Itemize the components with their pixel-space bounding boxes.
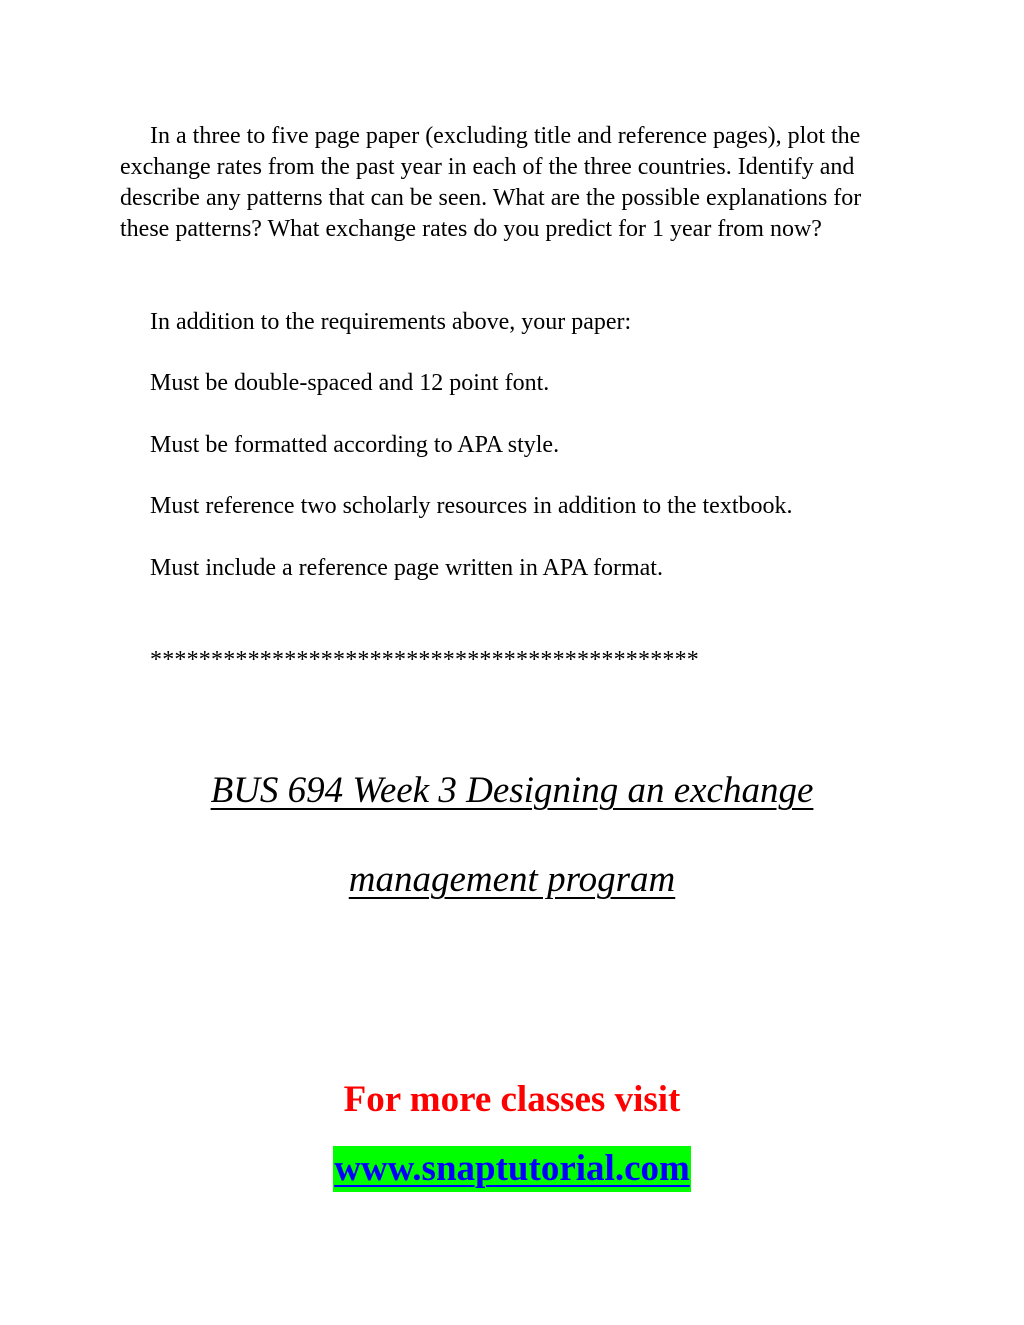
promo-heading: For more classes visit: [343, 1079, 681, 1120]
title-line-1: [0, 769, 1024, 813]
requirements-intro: In addition to the requirements above, your paper:: [150, 309, 632, 335]
requirement-item: Must be double-spaced and 12 point font.: [150, 370, 550, 396]
requirement-item: Must reference two scholarly resources in addition to the textbook.: [150, 493, 793, 519]
website-link[interactable]: www.snaptutorial.com: [333, 1146, 691, 1192]
title-line-2-text: management program: [348, 859, 676, 900]
intro-paragraph: In a three to five page paper (excluding title and reference pages), plot the exchange rates from the past year in each of the three countries. Identify and describe any patterns that can be seen. What are the possible explanations for these patterns? What exchange rates do you predict for 1 year from now?: [120, 123, 862, 242]
title-line-2: [0, 858, 1024, 902]
requirement-item: Must be formatted according to APA style.: [150, 432, 560, 458]
separator: *********************************************: [150, 647, 699, 673]
requirement-item: Must include a reference page written in APA format.: [150, 555, 663, 581]
promo-link-container: [0, 1146, 1024, 1192]
title-line-1-text: BUS 694 Week 3 Designing an exchange: [210, 770, 814, 811]
